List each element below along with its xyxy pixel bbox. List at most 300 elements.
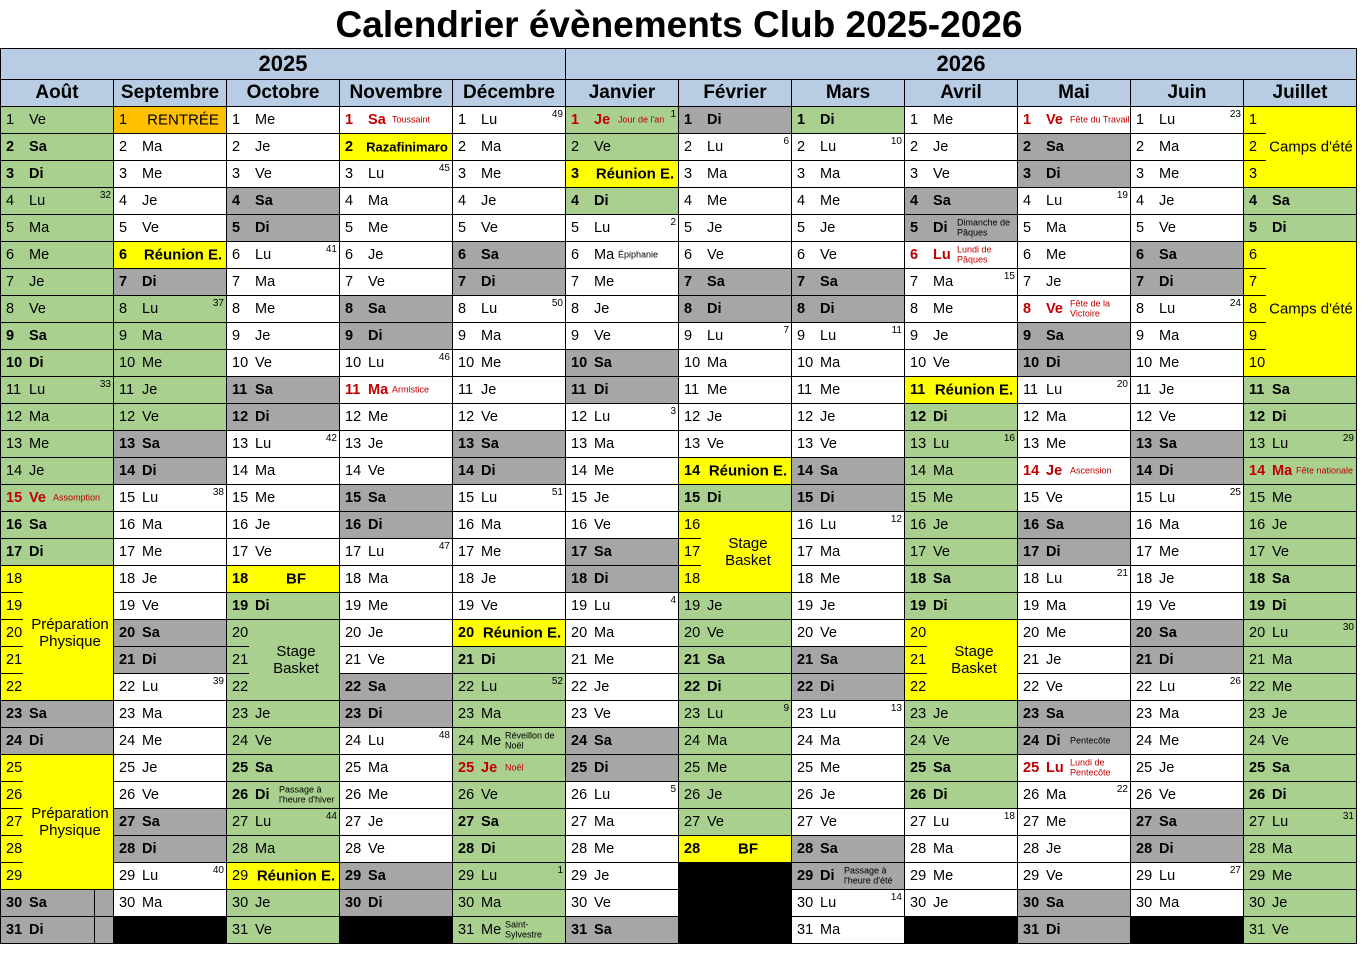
day-cell [453,323,566,350]
day-cell [1018,647,1131,674]
week-number: 5 [670,784,676,795]
day-cell [1,431,114,458]
day-cell [1244,215,1357,242]
day-cell [679,431,792,458]
weekday: Di [25,733,44,749]
row-divider [1244,322,1266,323]
weekday: Je [1042,274,1062,290]
day-number: 11 [684,382,700,398]
weekday: Di [364,895,383,911]
day-cell [114,620,227,647]
day-cell [566,485,679,512]
week-number: 24 [1229,298,1241,309]
weekday: Lu [477,679,498,695]
weekday: Ve [251,355,272,371]
weekday: Di [477,274,496,290]
weekday: Me [1042,625,1067,641]
row-divider [1,835,23,836]
day-number: 11 [797,382,813,398]
weekday: Me [1042,436,1067,452]
day-row [1,404,1357,431]
weekday: Je [1042,841,1062,857]
day-cell [453,242,566,269]
weekday: Lu [816,328,837,344]
day-number: 13 [1136,436,1153,452]
weekday: Sa [1268,193,1290,209]
day-number: 12 [6,409,23,425]
day-cell [453,728,566,755]
week-number: 4 [670,595,676,606]
day-cell [905,485,1018,512]
week-number: 11 [891,325,902,336]
week-number: 18 [1003,811,1015,822]
day-cell [1131,485,1244,512]
day-number: 31 [571,922,588,938]
day-number: 8 [1136,301,1145,317]
day-row [1,431,1357,458]
weekday: Ma [251,841,276,857]
weekday: Ma [703,166,728,182]
weekday: Lu [590,787,611,803]
day-number: 9 [684,328,693,344]
day-cell [1131,890,1244,917]
day-number: 24 [910,733,927,749]
day-number: 7 [797,274,806,290]
day-number: 14 [1249,463,1266,479]
day-cell [566,809,679,836]
day-cell [340,269,453,296]
day-cell [792,215,905,242]
weekday: Di [1268,220,1287,236]
week-number: 38 [212,487,224,498]
day-cell [792,269,905,296]
weekday: Ve [364,841,385,857]
day-number: 5 [684,220,693,236]
day-row [1,377,1357,404]
weekday: Ve [364,274,385,290]
day-number: 13 [119,436,136,452]
weekday: Ma [816,544,841,560]
day-number: 28 [797,841,814,857]
day-row [1,755,1357,782]
weekday: Ma [929,841,954,857]
day-row [1,512,1357,539]
day-cell [1131,647,1244,674]
day-number: 29 [797,868,814,884]
day-number: 13 [910,436,927,452]
weekday: Je [364,436,384,452]
day-cell [1018,215,1131,242]
day-number: 4 [458,193,467,209]
day-cell [1018,593,1131,620]
weekday: Lu [138,679,159,695]
day-number: 25 [1249,760,1266,776]
day-cell [792,701,905,728]
day-cell [1131,161,1244,188]
day-cell [1,404,114,431]
day-number: 20 [119,625,136,641]
weekday: Ma [1268,841,1293,857]
day-number: 17 [119,544,136,560]
day-cell [1244,647,1357,674]
weekday: Di [138,274,157,290]
day-cell [1244,620,1357,647]
day-number: 2 [119,139,128,155]
day-number: 1 [345,112,354,128]
day-number: 5 [571,220,580,236]
weekday: Sa [590,922,612,938]
day-cell [114,377,227,404]
day-number: 21 [910,652,927,668]
day-cell [227,809,340,836]
week-number: 13 [890,703,902,714]
day-number: 13 [1023,436,1040,452]
day-number: 7 [684,274,693,290]
day-cell [792,863,905,890]
day-cell [1244,512,1357,539]
day-cell [340,836,453,863]
weekday: Sa [816,841,838,857]
weekday: Ma [590,247,615,263]
day-number: 19 [1023,598,1040,614]
day-cell [1131,404,1244,431]
day-number: 3 [345,166,354,182]
holiday-note: Lundi de Pâques [957,244,992,264]
day-number: 16 [1249,517,1266,533]
day-cell [114,242,227,269]
day-number: 26 [345,787,362,803]
day-number: 10 [1136,355,1153,371]
day-number: 3 [232,166,241,182]
day-cell [905,782,1018,809]
day-number: 21 [232,652,249,668]
day-number: 30 [1023,895,1040,911]
day-cell [792,188,905,215]
weekday: Sa [25,139,47,155]
day-number: 30 [910,895,927,911]
weekday: Me [703,193,728,209]
day-number: 31 [458,922,475,938]
row-divider [1244,349,1266,350]
day-number: 12 [910,409,927,425]
day-cell [792,566,905,593]
weekday: Lu [1268,625,1289,641]
day-number: 5 [345,220,354,236]
weekday: Ve [477,787,498,803]
weekday: Je [1042,463,1063,479]
day-number: 11 [571,382,587,398]
day-number: 19 [232,598,249,614]
weekday: Me [703,382,728,398]
day-number: 24 [797,733,814,749]
day-number: 26 [1023,787,1040,803]
empty-day-cell [114,917,227,944]
day-cell [1131,269,1244,296]
weekday: Ve [251,922,272,938]
day-cell [227,269,340,296]
weekday: Sa [25,517,47,533]
day-cell [1244,701,1357,728]
weekday: Me [816,571,841,587]
day-cell [566,782,679,809]
day-number: 13 [797,436,814,452]
day-cell [1131,836,1244,863]
day-cell [792,755,905,782]
day-cell [227,323,340,350]
weekday: Je [590,679,610,695]
day-cell [905,134,1018,161]
day-cell [679,269,792,296]
day-cell [1244,863,1357,890]
day-number: 5 [119,220,128,236]
day-cell [566,269,679,296]
day-number: 10 [571,355,588,371]
day-number: 10 [232,355,249,371]
day-number: 6 [6,247,15,263]
weekday: Ma [1268,652,1293,668]
weekday: Me [590,463,615,479]
weekday: Lu [251,436,272,452]
weekday: Sa [1042,706,1064,722]
weekday: Di [590,571,609,587]
weekday: Lu [138,301,159,317]
event-label: Réunion E. [482,624,562,642]
weekday: Ve [1155,787,1176,803]
row-divider [1,862,23,863]
weekday: Me [25,436,50,452]
holiday-note: Passage à l'heure d'hiver [279,784,335,804]
day-number: 7 [119,274,128,290]
day-number: 21 [1136,652,1153,668]
day-number: 28 [232,841,249,857]
weekday: Je [138,571,158,587]
day-row [1,863,1357,890]
weekday: Ve [590,706,611,722]
day-number: 28 [1249,841,1266,857]
weekday: Sa [251,382,273,398]
day-number: 4 [345,193,354,209]
event-label: Réunion E. [934,381,1014,399]
day-cell [340,134,453,161]
weekday: Lu [138,490,159,506]
day-cell [453,539,566,566]
day-cell [566,890,679,917]
day-number: 18 [6,571,23,587]
day-cell [340,701,453,728]
day-number: 28 [1136,841,1153,857]
weekday: Sa [1042,328,1064,344]
weekday: Ve [477,598,498,614]
day-cell [227,701,340,728]
weekday: Je [703,787,723,803]
day-number: 11 [345,382,361,398]
day-number: 25 [1136,760,1153,776]
day-cell [1018,404,1131,431]
day-number: 5 [6,220,15,236]
weekday: Me [929,112,954,128]
day-number: 18 [1136,571,1153,587]
day-number: 22 [1023,679,1040,695]
day-number: 3 [458,166,467,182]
day-cell [340,431,453,458]
holiday-note: Noël [505,762,524,773]
weekday: Ve [816,625,837,641]
day-number: 21 [1023,652,1040,668]
weekday: Lu [25,382,46,398]
weekday: Ma [364,382,389,398]
day-number: 2 [797,139,806,155]
day-cell [1018,296,1131,323]
weekday: Lu [364,166,385,182]
day-cell [792,431,905,458]
day-cell [227,836,340,863]
day-number: 27 [910,814,927,830]
weekday: Sa [1155,814,1177,830]
weekday: Sa [816,463,838,479]
weekday: Di [703,679,722,695]
weekday: Me [364,598,389,614]
day-cell [1,539,114,566]
day-number: 1 [910,112,919,128]
weekday: Ma [251,463,276,479]
day-number: 22 [1136,679,1153,695]
day-number: 25 [232,760,249,776]
weekday: Ma [929,463,954,479]
weekday: Ve [251,544,272,560]
day-cell [1,512,114,539]
day-number: 12 [1023,409,1040,425]
day-number: 27 [458,814,475,830]
weekday: Lu [929,247,951,263]
day-number: 15 [1136,490,1153,506]
weekday: Ma [816,355,841,371]
day-cell [1018,377,1131,404]
day-cell [679,674,792,701]
weekday: Me [703,760,728,776]
day-number: 2 [1023,139,1032,155]
day-number: 17 [232,544,249,560]
day-cell [1244,485,1357,512]
day-cell [453,512,566,539]
day-cell [227,620,340,701]
row-divider [679,565,701,566]
day-cell [566,377,679,404]
day-number: 18 [571,571,588,587]
weekday: Di [364,706,383,722]
day-cell [905,269,1018,296]
day-number: 18 [910,571,927,587]
day-row [1,296,1357,323]
day-number: 27 [1136,814,1153,830]
holiday-note: Pentecôte [1070,735,1111,746]
day-number: 8 [458,301,467,317]
day-number: 11 [119,382,135,398]
day-number: 4 [1023,193,1032,209]
day-cell [114,728,227,755]
day-number: 24 [232,733,249,749]
day-cell [792,890,905,917]
weekday: Sa [590,355,612,371]
weekday: Je [1268,517,1288,533]
weekday: Je [477,193,497,209]
day-row [1,782,1357,809]
day-number: 23 [458,706,475,722]
weekday: Lu [477,301,498,317]
day-cell [227,728,340,755]
day-number: 8 [684,301,693,317]
day-cell [679,647,792,674]
day-cell [1131,242,1244,269]
week-number: 51 [551,487,563,498]
day-number: 19 [6,598,23,614]
weekday: Di [1268,787,1287,803]
day-number: 23 [119,706,136,722]
weekday: Sa [590,733,612,749]
weekday: Ve [364,652,385,668]
day-cell [340,404,453,431]
day-cell [1,566,114,701]
day-number: 14 [345,463,362,479]
weekday: Lu [1155,490,1176,506]
day-number: 15 [345,490,362,506]
day-cell [566,863,679,890]
day-number: 1 [571,112,580,128]
day-cell [1244,431,1357,458]
day-cell [905,566,1018,593]
weekday: Me [25,247,50,263]
weekday: Ma [25,409,50,425]
day-number: 4 [6,193,15,209]
weekday: Lu [364,544,385,560]
holiday-note: Assomption [53,492,101,503]
week-number: 39 [212,676,224,687]
day-number: 29 [910,868,927,884]
day-number: 25 [458,760,475,776]
weekday: Ma [138,706,163,722]
month-header: Juillet [1244,80,1357,107]
day-number: 3 [1023,166,1032,182]
weekday: Sa [929,571,951,587]
day-cell [1,242,114,269]
weekday: Ma [1155,895,1180,911]
day-cell [1131,350,1244,377]
day-cell [453,755,566,782]
day-cell [566,512,679,539]
day-cell [905,377,1018,404]
day-number: 15 [1249,490,1266,506]
weekday: Di [477,652,496,668]
weekday: Me [816,382,841,398]
day-number: 23 [910,706,927,722]
day-number: 21 [345,652,362,668]
day-number: 18 [458,571,475,587]
day-cell [905,539,1018,566]
day-number: 1 [1136,112,1145,128]
day-number: 5 [1249,220,1258,236]
weekday: Me [1042,814,1067,830]
day-cell [905,215,1018,242]
day-cell [905,431,1018,458]
day-number: 1 [1249,112,1258,128]
day-row [1,701,1357,728]
day-row [1,107,1357,134]
day-number: 30 [458,895,475,911]
day-cell [1244,836,1357,863]
day-cell [227,485,340,512]
day-row [1,269,1357,296]
week-number: 40 [212,865,224,876]
weekday: Je [929,895,949,911]
